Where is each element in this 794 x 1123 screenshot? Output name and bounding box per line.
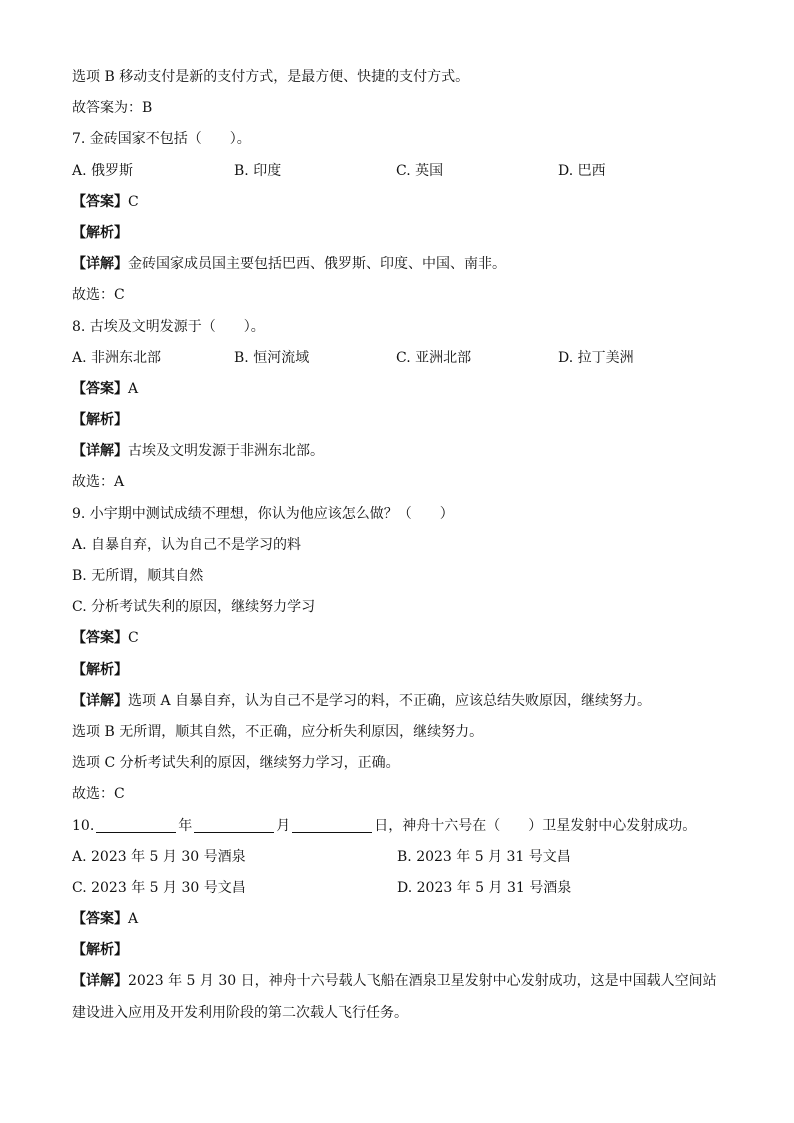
q8-detail: 古埃及文明发源于非洲东北部。 bbox=[128, 443, 324, 460]
q10-analysis-line bbox=[72, 935, 722, 966]
detail-tag: 【详解】 bbox=[72, 692, 128, 709]
detail-tag: 【详解】 bbox=[72, 443, 128, 460]
q8-answer-line bbox=[72, 374, 722, 405]
q7-detail-line bbox=[72, 249, 722, 280]
answer-tag: 【答案】 bbox=[72, 380, 128, 397]
q10-detail: 2023 年 5 月 30 日，神舟十六号载人飞船在酒泉卫星发射中心发射成功，这是中国载人空间站建设进入应用及开发利用阶段的第二次载人飞行任务。 bbox=[72, 973, 717, 1021]
q9-analysis-line bbox=[72, 655, 722, 686]
analysis-tag: 【解析】 bbox=[72, 412, 128, 429]
q9-detail-3: 选项 C 分析考试失利的原因，继续努力学习，正确。 bbox=[72, 755, 400, 772]
q8-answer: A bbox=[128, 380, 139, 397]
q9-option-c: C. 分析考试失利的原因，继续努力学习 bbox=[72, 599, 316, 616]
q8-analysis-line bbox=[72, 405, 722, 436]
q8-options bbox=[72, 343, 722, 374]
q10-answer: A bbox=[128, 911, 139, 928]
q7-question: 7. 金砖国家不包括（ ）。 bbox=[72, 131, 251, 148]
q8-detail-line bbox=[72, 436, 722, 467]
q8-option-c: C. 亚洲北部 bbox=[396, 349, 472, 366]
q9-answer: C bbox=[128, 630, 139, 647]
q7-answer-line bbox=[72, 187, 722, 218]
blank-day bbox=[292, 816, 372, 833]
q10-detail-line bbox=[72, 966, 722, 1028]
q10-number: 10. bbox=[72, 817, 95, 834]
q9-option-a: A. 自暴自弃，认为自己不是学习的料 bbox=[72, 536, 302, 553]
analysis-tag: 【解析】 bbox=[72, 942, 128, 959]
detail-tag: 【详解】 bbox=[72, 256, 128, 273]
q9-detail-2: 选项 B 无所谓，顺其自然，不正确，应分析失利原因，继续努力。 bbox=[72, 723, 484, 740]
q9-answer-line bbox=[72, 623, 722, 654]
q9-question: 9. 小宇期中测试成绩不理想，你认为他应该怎么做？（ ） bbox=[72, 505, 454, 522]
q7-option-d: D. 巴西 bbox=[558, 162, 606, 179]
q10-answer-line bbox=[72, 904, 722, 935]
q7-choice: 故选：C bbox=[72, 287, 125, 304]
q10-year: 年 bbox=[178, 817, 193, 834]
blank-year bbox=[96, 816, 176, 833]
q10-options-row-2 bbox=[72, 873, 722, 904]
q8-option-b: B. 恒河流域 bbox=[234, 349, 310, 366]
q6-answer: 故答案为：B bbox=[72, 100, 153, 117]
q9-choice: 故选：C bbox=[72, 786, 125, 803]
q7-answer: C bbox=[128, 193, 139, 210]
q10-options-row-1 bbox=[72, 842, 722, 873]
q10-option-d: D. 2023 年 5 月 31 号酒泉 bbox=[397, 879, 572, 896]
document-page bbox=[72, 62, 722, 1029]
q8-option-d: D. 拉丁美洲 bbox=[558, 349, 634, 366]
q10-option-b: B. 2023 年 5 月 31 号文昌 bbox=[397, 848, 571, 865]
q9-detail: 选项 A 自暴自弃，认为自己不是学习的料，不正确，应该总结失败原因，继续努力。 bbox=[128, 692, 652, 709]
q10-month: 月 bbox=[276, 817, 291, 834]
q9-option-b: B. 无所谓，顺其自然 bbox=[72, 568, 204, 584]
analysis-tag: 【解析】 bbox=[72, 661, 128, 678]
detail-tag: 【详解】 bbox=[72, 973, 128, 990]
q9-detail-line bbox=[72, 686, 722, 717]
q7-option-c: C. 英国 bbox=[396, 162, 444, 179]
q10-question bbox=[72, 811, 722, 842]
q7-options bbox=[72, 156, 722, 187]
q7-analysis-line bbox=[72, 218, 722, 249]
analysis-tag: 【解析】 bbox=[72, 224, 128, 241]
q7-option-a: A. 俄罗斯 bbox=[72, 162, 134, 179]
q10-option-a: A. 2023 年 5 月 30 号酒泉 bbox=[72, 848, 246, 865]
answer-tag: 【答案】 bbox=[72, 630, 128, 647]
q8-option-a: A. 非洲东北部 bbox=[72, 349, 162, 366]
q10-option-c: C. 2023 年 5 月 30 号文昌 bbox=[72, 879, 246, 896]
q6-explanation: 选项 B 移动支付是新的支付方式，是最方便、快捷的支付方式。 bbox=[72, 69, 470, 85]
blank-month bbox=[194, 816, 274, 833]
q10-day: 日，神舟十六号在（ ）卫星发射中心发射成功。 bbox=[374, 817, 697, 834]
q7-option-b: B. 印度 bbox=[234, 162, 282, 179]
q8-question: 8. 古埃及文明发源于（ ）。 bbox=[72, 318, 265, 335]
answer-tag: 【答案】 bbox=[72, 911, 128, 928]
q7-detail: 金砖国家成员国主要包括巴西、俄罗斯、印度、中国、南非。 bbox=[128, 256, 506, 273]
q8-choice: 故选：A bbox=[72, 474, 125, 491]
answer-tag: 【答案】 bbox=[72, 193, 128, 210]
